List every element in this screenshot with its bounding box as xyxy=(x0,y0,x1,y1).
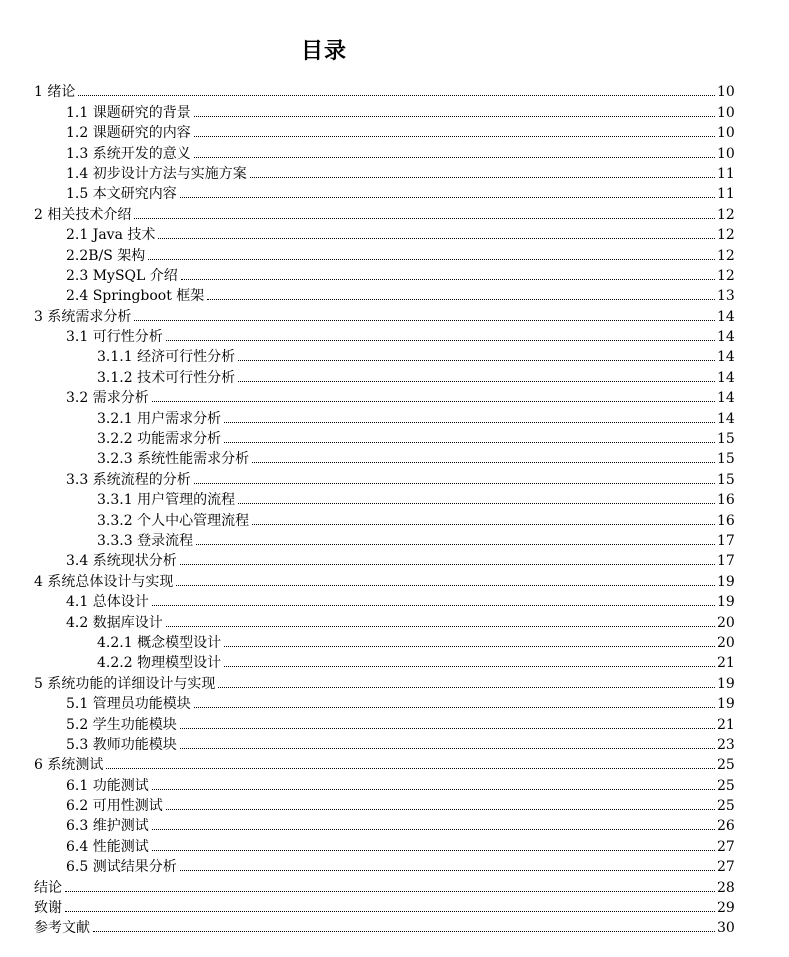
page-title: 目录 xyxy=(300,39,347,64)
toc-entry-page-number: 17 xyxy=(717,553,735,570)
toc-entry-label: 3.3 系统流程的分析 xyxy=(66,471,191,488)
toc-entry-page-number: 19 xyxy=(717,675,735,692)
dot-leader xyxy=(93,931,715,932)
dot-leader xyxy=(158,238,715,239)
toc-entry[interactable] xyxy=(0,100,789,120)
toc-entry-page-number: 14 xyxy=(717,308,735,325)
table-of-contents xyxy=(0,80,789,936)
toc-entry-page-number: 27 xyxy=(717,859,735,876)
toc-entry-page-number: 19 xyxy=(717,573,735,590)
toc-entry-page-number: 12 xyxy=(717,247,735,264)
dot-leader xyxy=(176,585,715,586)
toc-entry-label: 5.1 管理员功能模块 xyxy=(66,696,191,713)
toc-entry-page-number: 15 xyxy=(717,471,735,488)
toc-entry-label: 5.3 教师功能模块 xyxy=(66,736,177,753)
toc-entry-label: 3.4 系统现状分析 xyxy=(66,553,177,570)
toc-entry-page-number: 12 xyxy=(717,206,735,223)
dot-leader xyxy=(238,381,715,382)
toc-entry-label: 4.2 数据库设计 xyxy=(66,614,163,631)
toc-entry-page-number: 21 xyxy=(717,655,735,672)
toc-entry-label: 3.1 可行性分析 xyxy=(66,329,163,346)
toc-entry[interactable] xyxy=(0,304,789,324)
toc-entry-label: 3.2.1 用户需求分析 xyxy=(97,410,222,427)
toc-entry-page-number: 10 xyxy=(717,125,735,142)
toc-entry[interactable] xyxy=(0,794,789,814)
toc-entry-label: 3.1.2 技术可行性分析 xyxy=(97,369,236,386)
dot-leader xyxy=(224,422,715,423)
dot-leader xyxy=(152,401,715,402)
toc-entry-label: 3.2.3 系统性能需求分析 xyxy=(97,451,250,468)
dot-leader xyxy=(180,870,715,871)
toc-entry[interactable] xyxy=(0,631,789,651)
toc-entry[interactable] xyxy=(0,569,789,589)
toc-entry-label: 2.1 Java 技术 xyxy=(66,227,156,244)
dot-leader xyxy=(65,911,715,912)
toc-entry-page-number: 11 xyxy=(717,165,735,182)
toc-entry[interactable] xyxy=(0,651,789,671)
toc-entry-label: 2.2B/S 架构 xyxy=(66,247,146,264)
toc-entry-page-number: 10 xyxy=(717,104,735,121)
dot-leader xyxy=(207,299,715,300)
toc-entry-page-number: 14 xyxy=(717,410,735,427)
toc-entry-label: 6.3 维护测试 xyxy=(66,818,149,835)
toc-entry-page-number: 20 xyxy=(717,614,735,631)
dot-leader xyxy=(181,279,715,280)
toc-entry-page-number: 25 xyxy=(717,798,735,815)
dot-leader xyxy=(224,442,715,443)
toc-entry-label: 1.1 课题研究的背景 xyxy=(66,104,191,121)
toc-entry[interactable] xyxy=(0,529,789,549)
toc-entry-page-number: 14 xyxy=(717,329,735,346)
toc-entry-page-number: 19 xyxy=(717,696,735,713)
dot-leader xyxy=(78,95,715,96)
toc-entry[interactable] xyxy=(0,488,789,508)
toc-entry-label: 3.3.3 登录流程 xyxy=(97,532,194,549)
toc-entry[interactable] xyxy=(0,916,789,936)
toc-entry-page-number: 21 xyxy=(717,716,735,733)
dot-leader xyxy=(166,809,715,810)
toc-entry[interactable] xyxy=(0,365,789,385)
toc-entry-page-number: 15 xyxy=(717,431,735,448)
toc-entry-label: 1 绪论 xyxy=(34,84,76,101)
dot-leader xyxy=(238,503,715,504)
dot-leader xyxy=(252,462,715,463)
dot-leader xyxy=(65,891,715,892)
toc-entry-label: 4.1 总体设计 xyxy=(66,594,149,611)
toc-entry-page-number: 12 xyxy=(717,227,735,244)
toc-entry-label: 致谢 xyxy=(34,900,62,917)
toc-entry[interactable] xyxy=(0,875,789,895)
toc-entry[interactable] xyxy=(0,121,789,141)
toc-entry[interactable] xyxy=(0,345,789,365)
toc-entry-label: 6.2 可用性测试 xyxy=(66,798,163,815)
toc-entry-label: 2.4 Springboot 框架 xyxy=(66,288,205,305)
dot-leader xyxy=(152,829,715,830)
toc-entry[interactable] xyxy=(0,712,789,732)
toc-entry-page-number: 13 xyxy=(717,288,735,305)
toc-entry-page-number: 14 xyxy=(717,390,735,407)
dot-leader xyxy=(194,157,715,158)
toc-entry-label: 3.3.1 用户管理的流程 xyxy=(97,492,236,509)
toc-entry[interactable] xyxy=(0,386,789,406)
dot-leader xyxy=(252,524,715,525)
toc-entry-label: 6.5 测试结果分析 xyxy=(66,859,177,876)
toc-entry-label: 3.2 需求分析 xyxy=(66,390,149,407)
dot-leader xyxy=(194,136,715,137)
dot-leader xyxy=(152,789,715,790)
dot-leader xyxy=(194,116,715,117)
toc-entry[interactable] xyxy=(0,467,789,487)
toc-entry-label: 3.2.2 功能需求分析 xyxy=(97,431,222,448)
toc-entry[interactable] xyxy=(0,264,789,284)
dot-leader xyxy=(180,197,715,198)
dot-leader xyxy=(194,707,715,708)
toc-entry[interactable] xyxy=(0,182,789,202)
toc-entry-page-number: 20 xyxy=(717,634,735,651)
toc-entry[interactable] xyxy=(0,223,789,243)
toc-entry-page-number: 19 xyxy=(717,594,735,611)
dot-leader xyxy=(224,646,715,647)
toc-entry[interactable] xyxy=(0,773,789,793)
toc-entry-page-number: 10 xyxy=(717,145,735,162)
toc-entry-label: 6 系统测试 xyxy=(34,757,104,774)
toc-entry-label: 6.1 功能测试 xyxy=(66,777,149,794)
toc-entry-page-number: 26 xyxy=(717,818,735,835)
toc-entry[interactable] xyxy=(0,590,789,610)
toc-entry-label: 6.4 性能测试 xyxy=(66,838,149,855)
dot-leader xyxy=(148,259,715,260)
toc-entry[interactable] xyxy=(0,162,789,182)
toc-entry[interactable] xyxy=(0,610,789,630)
dot-leader xyxy=(180,728,715,729)
toc-entry-label: 1.5 本文研究内容 xyxy=(66,186,177,203)
toc-entry-page-number: 14 xyxy=(717,349,735,366)
toc-entry-label: 1.2 课题研究的内容 xyxy=(66,125,191,142)
toc-entry[interactable] xyxy=(0,855,789,875)
dot-leader xyxy=(166,626,715,627)
toc-entry-label: 1.3 系统开发的意义 xyxy=(66,145,191,162)
toc-entry[interactable] xyxy=(0,325,789,345)
toc-entry[interactable] xyxy=(0,80,789,100)
dot-leader xyxy=(152,850,715,851)
toc-entry-page-number: 16 xyxy=(717,492,735,509)
toc-entry[interactable] xyxy=(0,692,789,712)
dot-leader xyxy=(166,340,715,341)
toc-entry[interactable] xyxy=(0,671,789,691)
toc-entry-label: 5 系统功能的详细设计与实现 xyxy=(34,675,216,692)
toc-entry[interactable] xyxy=(0,141,789,161)
toc-entry-page-number: 17 xyxy=(717,532,735,549)
dot-leader xyxy=(134,218,715,219)
dot-leader xyxy=(134,320,715,321)
toc-entry[interactable] xyxy=(0,733,789,753)
toc-entry-page-number: 27 xyxy=(717,838,735,855)
toc-entry[interactable] xyxy=(0,406,789,426)
toc-entry-page-number: 25 xyxy=(717,757,735,774)
toc-entry[interactable] xyxy=(0,243,789,263)
toc-entry-label: 参考文献 xyxy=(34,920,90,937)
toc-entry[interactable] xyxy=(0,814,789,834)
toc-entry[interactable] xyxy=(0,753,789,773)
toc-entry-page-number: 12 xyxy=(717,267,735,284)
toc-entry-label: 4.2.1 概念模型设计 xyxy=(97,634,222,651)
toc-entry-label: 2 相关技术介绍 xyxy=(34,206,132,223)
dot-leader xyxy=(238,360,715,361)
toc-entry-page-number: 25 xyxy=(717,777,735,794)
toc-entry-label: 1.4 初步设计方法与实施方案 xyxy=(66,165,247,182)
toc-entry[interactable] xyxy=(0,896,789,916)
dot-leader xyxy=(194,483,715,484)
toc-entry-label: 4 系统总体设计与实现 xyxy=(34,573,174,590)
toc-entry[interactable] xyxy=(0,508,789,528)
dot-leader xyxy=(196,544,715,545)
toc-entry-page-number: 23 xyxy=(717,736,735,753)
toc-entry-page-number: 29 xyxy=(717,900,735,917)
toc-entry-label: 3 系统需求分析 xyxy=(34,308,132,325)
toc-entry[interactable] xyxy=(0,202,789,222)
toc-entry-label: 3.3.2 个人中心管理流程 xyxy=(97,512,250,529)
toc-entry-label: 3.1.1 经济可行性分析 xyxy=(97,349,236,366)
toc-entry[interactable] xyxy=(0,447,789,467)
toc-entry-label: 2.3 MySQL 介绍 xyxy=(66,267,178,284)
toc-entry[interactable] xyxy=(0,427,789,447)
toc-entry-label: 5.2 学生功能模块 xyxy=(66,716,177,733)
dot-leader xyxy=(152,605,715,606)
dot-leader xyxy=(250,177,715,178)
toc-entry[interactable] xyxy=(0,549,789,569)
dot-leader xyxy=(224,666,715,667)
dot-leader xyxy=(218,687,715,688)
toc-entry-label: 4.2.2 物理模型设计 xyxy=(97,655,222,672)
toc-entry-page-number: 16 xyxy=(717,512,735,529)
dot-leader xyxy=(106,768,715,769)
toc-entry[interactable] xyxy=(0,834,789,854)
toc-entry-page-number: 15 xyxy=(717,451,735,468)
toc-entry-page-number: 14 xyxy=(717,369,735,386)
dot-leader xyxy=(180,564,715,565)
toc-entry-label: 结论 xyxy=(34,879,62,896)
toc-entry-page-number: 11 xyxy=(717,186,735,203)
toc-entry-page-number: 30 xyxy=(717,920,735,937)
toc-entry-page-number: 10 xyxy=(717,84,735,101)
dot-leader xyxy=(180,748,715,749)
toc-entry[interactable] xyxy=(0,284,789,304)
toc-entry-page-number: 28 xyxy=(717,879,735,896)
